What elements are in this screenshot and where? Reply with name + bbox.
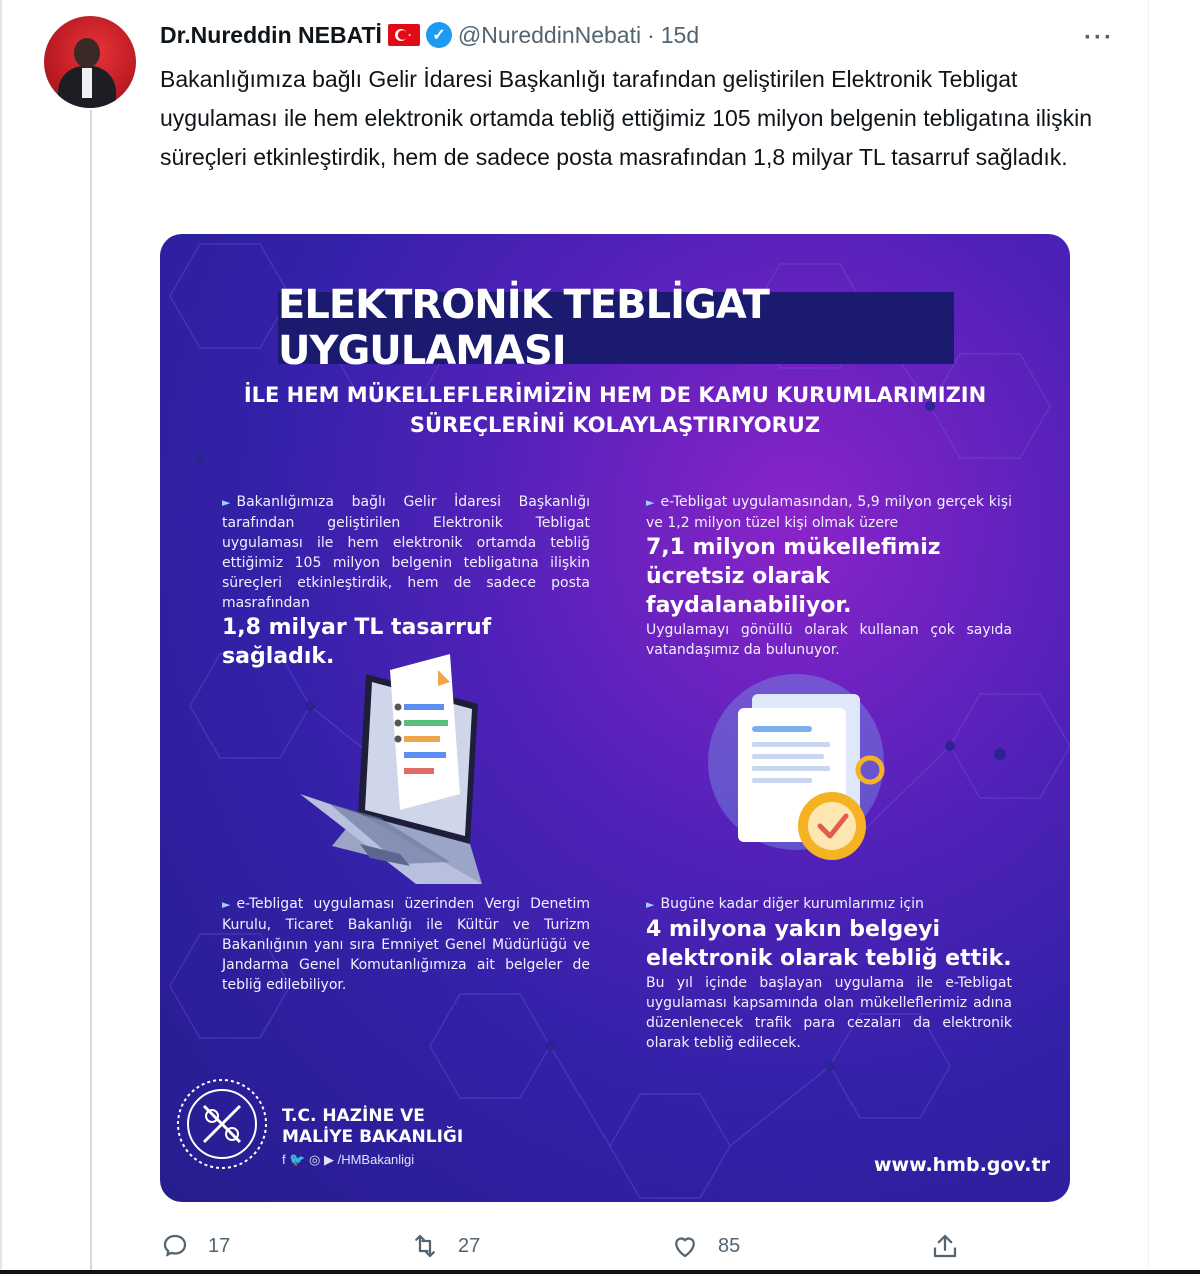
social-handles: f 🐦 ◎ ▶ /HMBakanligi — [282, 1152, 415, 1167]
ministry-name: T.C. HAZİNE VE MALİYE BAKANLIĞI — [282, 1106, 464, 1147]
tweet-media-image[interactable] — [160, 234, 1070, 1202]
info-block-savings: ► Bakanlığımıza bağlı Gelir İdaresi Başkanlığı tarafından geliştirilen Elektronik Tebligat uygulaması ile hem elektronik ortamda tebliğ ettiğimiz 105 milyon belgenin tebligatına ilişkin süreçleri etkinleştirdik, hem de sadece posta masrafından 1,8 milyar TL tasarruf sağladık. — [222, 494, 590, 669]
infographic-title: ELEKTRONİK TEBLİGAT UYGULAMASI — [278, 282, 769, 374]
tweet-timestamp[interactable]: 15d — [660, 21, 700, 48]
share-button[interactable] — [930, 1226, 960, 1266]
reply-button[interactable] — [160, 1226, 230, 1266]
frame-right-border — [1148, 0, 1149, 1274]
tweet-actions — [160, 1226, 1000, 1266]
share-icon — [930, 1231, 960, 1261]
ministry-url: www.hmb.gov.tr — [874, 1154, 1050, 1176]
info-block-institutions: ► e-Tebligat uygulaması üzerinden Vergi Denetim Kurulu, Ticaret Bakanlığı ile Kültür ve Turizm Bakanlığının yanı sıra Emniyet Genel Müdürlüğü ve Jandarma Genel Komutanlığımıza ait belgeler de tebliğ edilebiliyor. — [222, 896, 590, 993]
bullet-icon: ► — [646, 898, 655, 911]
heart-icon — [670, 1231, 700, 1261]
more-options-icon[interactable]: ··· — [1084, 24, 1114, 51]
laptop-document-illustration — [300, 654, 482, 884]
approved-document-gear-illustration — [708, 674, 884, 860]
bullet-icon: ► — [222, 898, 231, 911]
like-button[interactable] — [670, 1226, 740, 1266]
retweet-count: 27 — [458, 1234, 481, 1257]
verified-badge-icon: ✓ — [426, 22, 452, 48]
retweet-icon — [410, 1231, 440, 1261]
tweet-header — [160, 18, 699, 52]
frame-left-border — [0, 0, 2, 1274]
info-block-users: ► e-Tebligat uygulamasından, 5,9 milyon gerçek kişi ve 1,2 milyon tüzel kişi olmak üzere 7,1 milyon mükellefimiz ücretsiz olarak faydalanabiliyor. Uygulamayı gönüllü olarak kullanan çok sayıda vatandaşımız da bulunuyor. — [646, 494, 1012, 658]
separator-dot: · — [647, 21, 655, 48]
avatar[interactable] — [44, 16, 136, 108]
infographic-title-box — [278, 282, 954, 374]
retweet-button[interactable] — [410, 1226, 480, 1266]
turkey-flag-icon — [388, 24, 420, 46]
frame-bottom-border — [0, 1270, 1200, 1274]
bullet-icon: ► — [222, 496, 231, 509]
reply-icon — [160, 1231, 190, 1261]
author-handle[interactable]: @NureddinNebati — [457, 21, 642, 48]
reply-count: 17 — [208, 1234, 231, 1257]
author-name[interactable]: Dr.Nureddin NEBATİ — [160, 21, 382, 48]
like-count: 85 — [718, 1234, 741, 1257]
thread-line — [90, 110, 92, 1270]
bullet-icon: ► — [646, 496, 655, 509]
infographic-subtitle: İLE HEM MÜKELLEFLERİMİZİN HEM DE KAMU KURUMLARIMIZIN SÜREÇLERİNİ KOLAYLAŞTIRIYORUZ — [243, 383, 987, 437]
info-block-documents: ► Bugüne kadar diğer kurumlarımız için 4 milyona yakın belgeyi elektronik olarak tebliğ ettik. Bu yıl içinde başlayan uygulama ile e-Tebligat uygulaması kapsamında olan mükelleflerimiz adına düzenlenecek trafik para cezaları da elektronik olarak tebliğ edilecek. — [646, 896, 1012, 1051]
tweet-text: Bakanlığımıza bağlı Gelir İdaresi Başkanlığı tarafından geliştirilen Elektronik Tebligat uygulaması ile hem elektronik ortamda tebliğ ettiğimiz 105 milyon belgenin tebligatına ilişkin süreçleri etkinleştirdik, hem de sadece posta masrafından 1,8 milyar TL tasarruf sağladık. — [160, 66, 1092, 170]
ministry-seal-logo — [178, 1080, 266, 1168]
